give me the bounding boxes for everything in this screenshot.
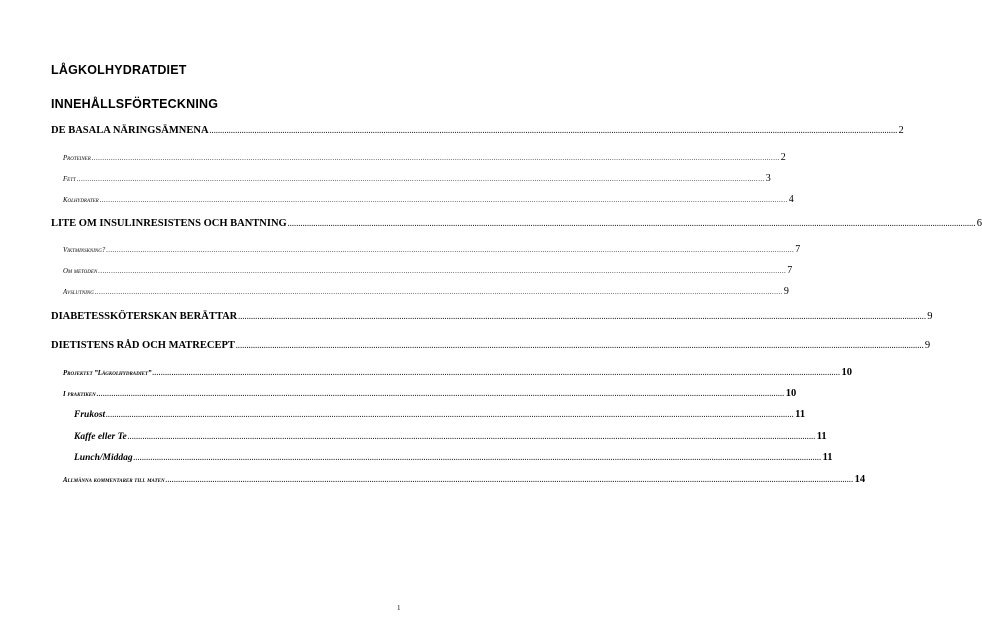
toc-leader-dots: ................................................................................................................................................................................................................................................................................................................................	[287, 220, 976, 228]
toc-entry-page: 3	[765, 173, 771, 184]
toc-entry-label: LITE OM INSULINRESISTENS OCH BANTNING	[51, 218, 287, 229]
toc-entry[interactable]	[63, 152, 786, 163]
toc-entry-label: Fett	[63, 176, 76, 183]
toc-leader-dots: ................................................................................................................................................................................................................................................................................................................................	[127, 433, 816, 441]
toc-entry[interactable]	[74, 431, 827, 442]
toc-leader-dots: ................................................................................................................................................................................................................................................................................................................................	[152, 369, 841, 377]
toc-leader-dots: ................................................................................................................................................................................................................................................................................................................................	[165, 476, 854, 484]
toc-entry-page: 11	[816, 431, 827, 442]
toc-entry-label: Avslutning	[63, 289, 94, 296]
toc-entry[interactable]	[51, 218, 982, 229]
toc-leader-dots: ................................................................................................................................................................................................................................................................................................................................	[98, 267, 787, 275]
toc-entry-label: Frukost	[74, 410, 106, 420]
toc-entry-page: 9	[783, 286, 789, 297]
toc-entry-page: 6	[976, 218, 982, 229]
toc-entry[interactable]	[74, 409, 806, 420]
document-title: LÅGKOLHYDRATDIET	[51, 63, 187, 77]
toc-entry-page: 2	[780, 152, 786, 163]
toc-leader-dots: ................................................................................................................................................................................................................................................................................................................................	[96, 390, 785, 398]
toc-entry-page: 10	[785, 388, 797, 399]
toc-entry[interactable]	[63, 286, 789, 297]
toc-entry[interactable]	[63, 173, 771, 184]
toc-entry[interactable]	[63, 244, 801, 255]
toc-entry[interactable]	[63, 194, 794, 205]
toc-entry[interactable]	[63, 388, 797, 399]
toc-entry-page: 2	[898, 125, 904, 136]
toc-entry[interactable]	[51, 125, 904, 136]
toc-entry-label: Proteiner	[63, 155, 91, 162]
toc-leader-dots: ................................................................................................................................................................................................................................................................................................................................	[91, 154, 780, 162]
toc-leader-dots: ................................................................................................................................................................................................................................................................................................................................	[209, 127, 898, 135]
toc-entry[interactable]	[51, 311, 933, 322]
toc-entry-label: DIETISTENS RÅD OCH MATRECEPT	[51, 340, 235, 351]
toc-entry-label: Lunch/Middag	[74, 453, 133, 463]
toc-entry-label: Kolhydrater	[63, 197, 99, 204]
toc-leader-dots: ................................................................................................................................................................................................................................................................................................................................	[235, 342, 924, 350]
toc-leader-dots: ................................................................................................................................................................................................................................................................................................................................	[238, 313, 927, 321]
toc-leader-dots: ................................................................................................................................................................................................................................................................................................................................	[106, 246, 795, 254]
toc-leader-dots: ................................................................................................................................................................................................................................................................................................................................	[94, 288, 783, 296]
toc-entry-label: Viktminskning?	[63, 247, 106, 254]
toc-entry-label: I praktiken	[63, 391, 96, 398]
toc-entry[interactable]	[51, 340, 931, 351]
toc-entry-page: 7	[787, 265, 793, 276]
toc-entry-page: 10	[841, 367, 852, 378]
toc-entry[interactable]	[63, 367, 852, 378]
toc-entry-page: 4	[788, 194, 794, 205]
toc-entry[interactable]	[74, 452, 833, 463]
toc-entry-label: DE BASALA NÄRINGSÄMNENA	[51, 125, 209, 136]
toc-heading: INNEHÅLLSFÖRTECKNING	[51, 97, 219, 111]
toc-entry-page: 14	[854, 474, 866, 485]
toc-entry-page: 7	[795, 244, 801, 255]
toc-entry[interactable]	[63, 265, 793, 276]
toc-entry-label: Projektet ”Lågkolhydradiet”	[63, 370, 152, 377]
toc-entry-page: 9	[924, 340, 931, 351]
toc-entry-label: Kaffe eller Te	[74, 432, 127, 442]
toc-entry-page: 11	[795, 409, 806, 420]
toc-entry-label: Om metoden	[63, 268, 98, 275]
toc-leader-dots: ................................................................................................................................................................................................................................................................................................................................	[99, 196, 788, 204]
page-number: 1	[397, 604, 401, 612]
toc-leader-dots: ................................................................................................................................................................................................................................................................................................................................	[133, 454, 822, 462]
toc-entry-page: 9	[927, 311, 933, 322]
toc-entry[interactable]	[63, 474, 866, 485]
toc-leader-dots: ................................................................................................................................................................................................................................................................................................................................	[106, 411, 795, 419]
toc-entry-label: DIABETESSKÖTERSKAN BERÄTTAR	[51, 311, 238, 322]
toc-entry-page: 11	[822, 452, 833, 463]
toc-leader-dots: ................................................................................................................................................................................................................................................................................................................................	[76, 175, 765, 183]
toc-entry-label: Allmänna kommentarer till maten	[63, 477, 165, 484]
